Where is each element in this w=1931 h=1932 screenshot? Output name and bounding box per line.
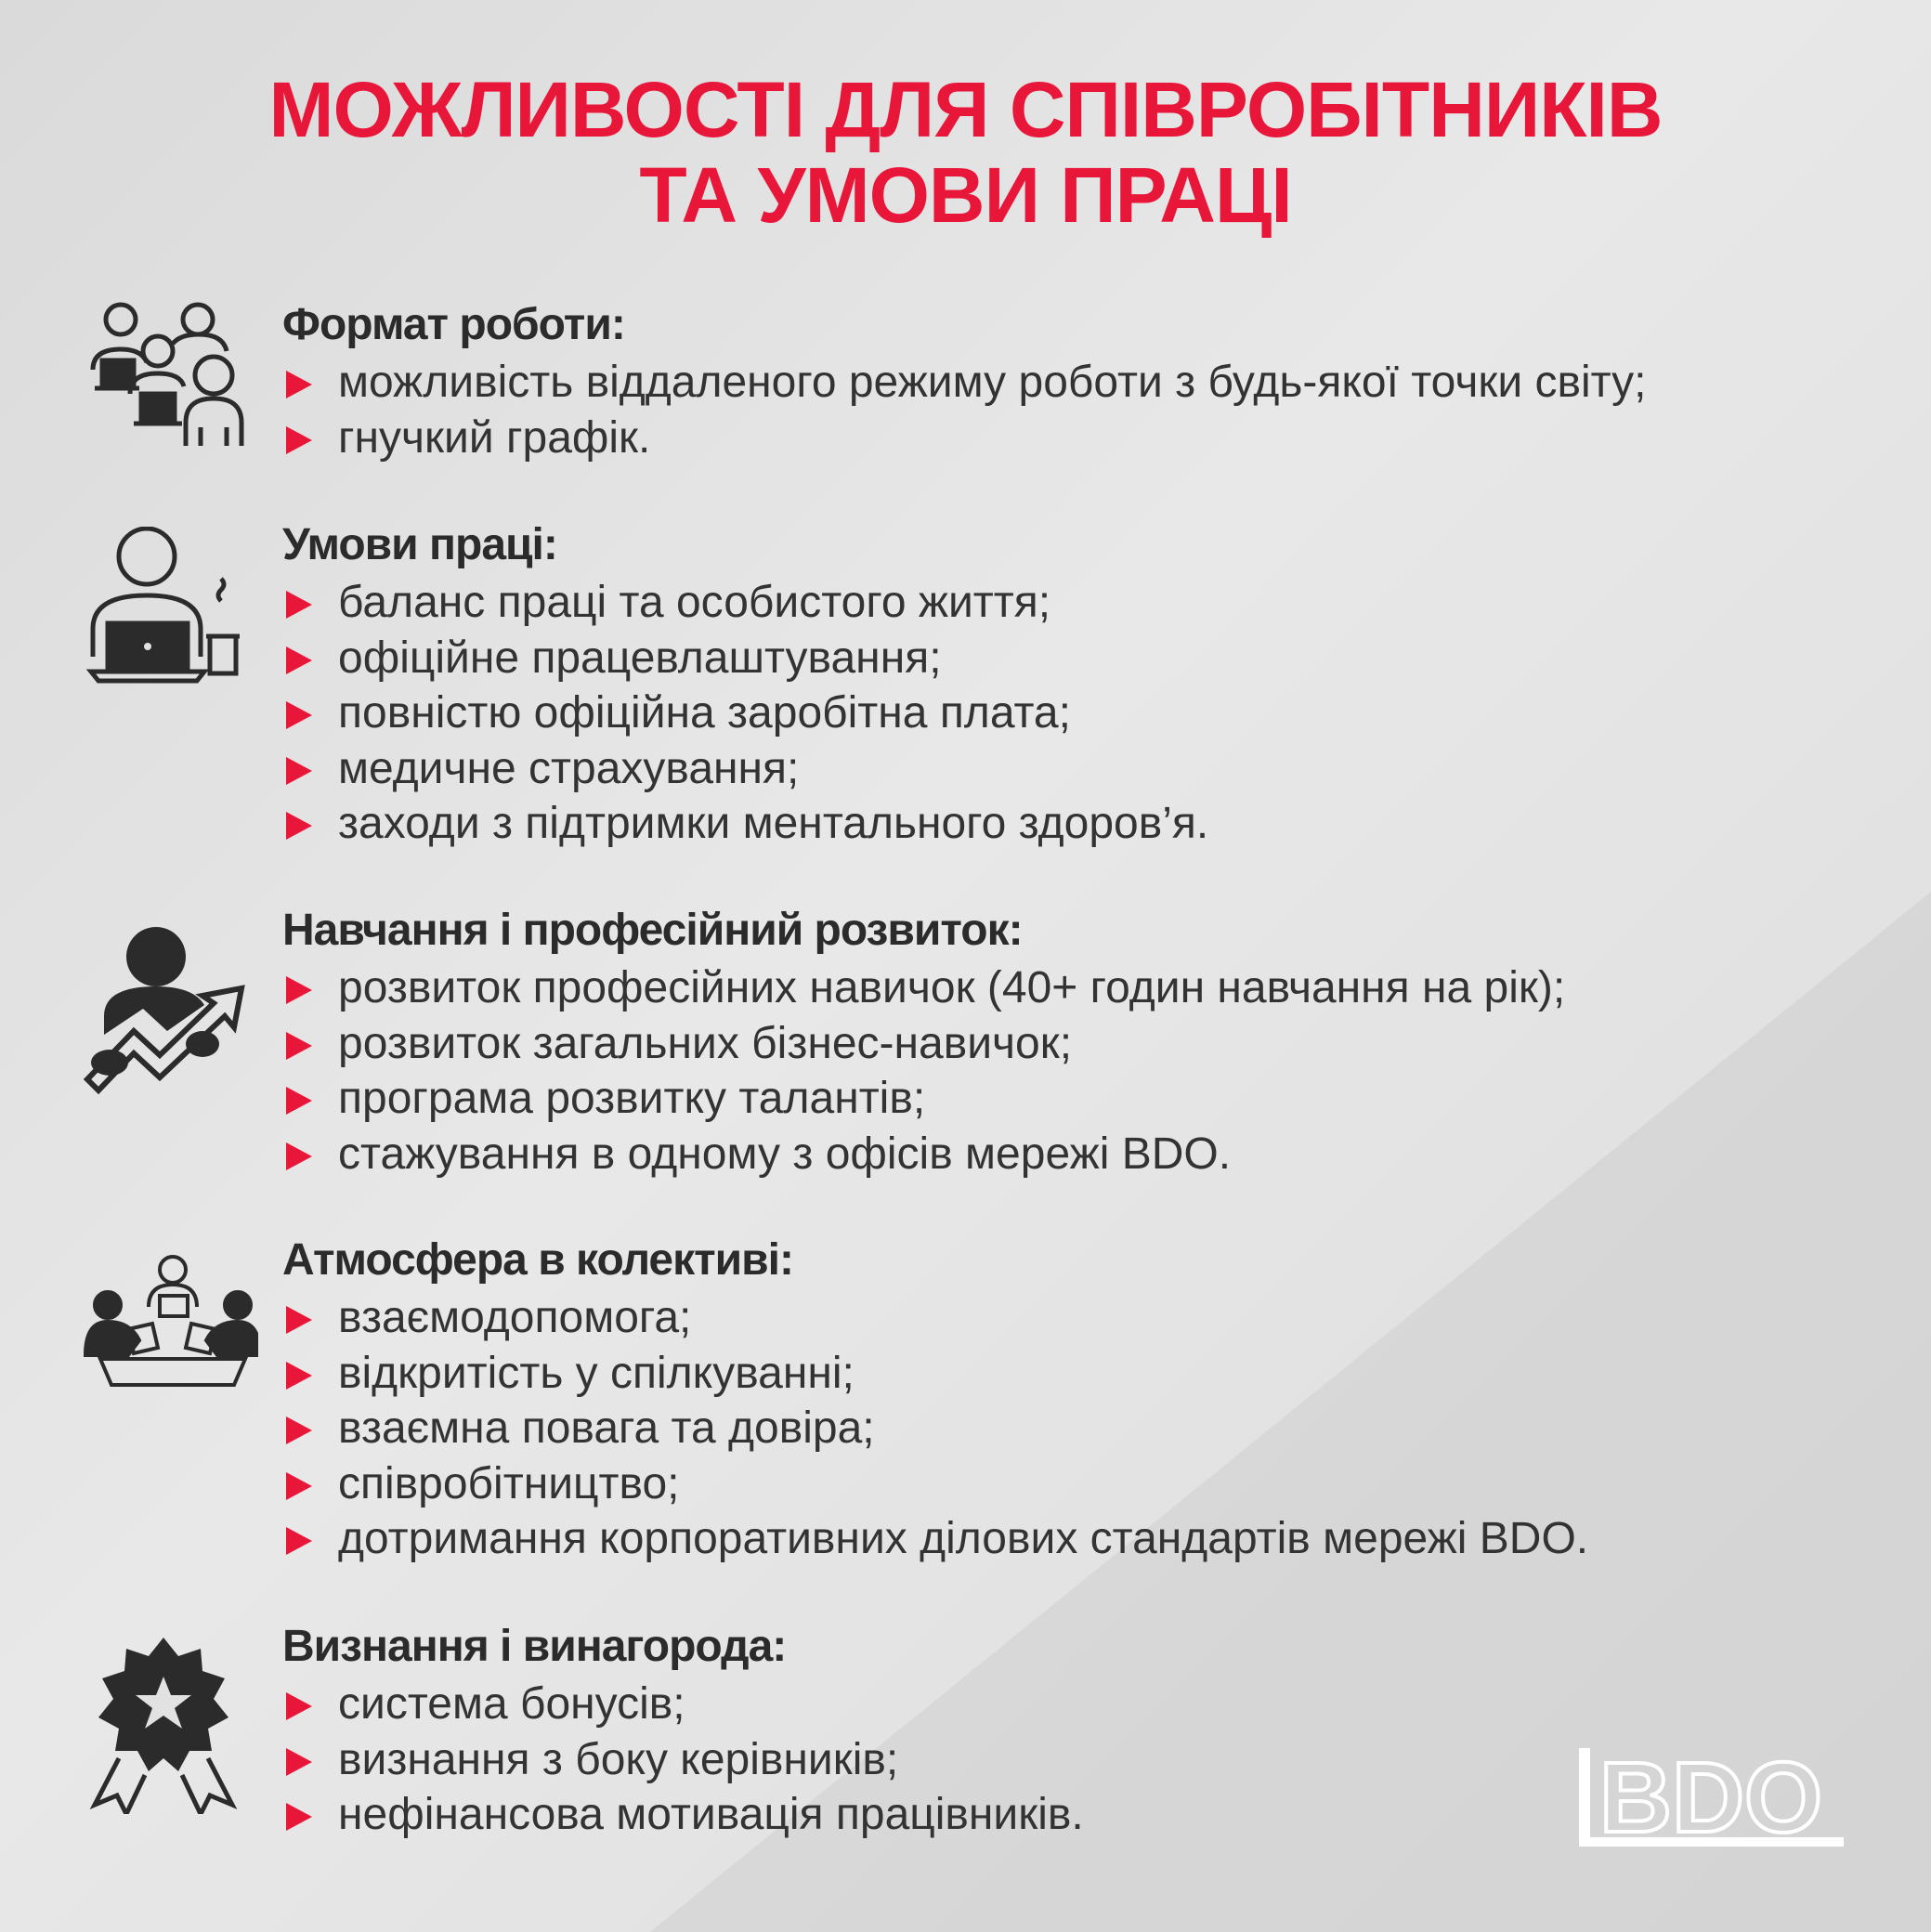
bullet-triangle-icon: [286, 1472, 312, 1500]
laptop-worker-icon: [82, 527, 258, 703]
list-item: заходи з підтримки ментального здоров’я.: [282, 796, 1208, 852]
bullet-list: [282, 355, 1647, 465]
list-item: дотримання корпоративних ділових стандартів мережі BDO.: [282, 1511, 1588, 1567]
title-line-2: ТА УМОВИ ПРАЦІ: [639, 151, 1292, 239]
list-item: розвиток професійних навичок (40+ годин навчання на рік);: [282, 960, 1565, 1016]
section-heading: Визнання і винагорода:: [282, 1622, 787, 1671]
list-item: офіційне працевлаштування;: [282, 631, 1208, 686]
list-item: стажування в одному з офісів мережі BDO.: [282, 1127, 1565, 1182]
list-item: повністю офіційна заробітна плата;: [282, 685, 1208, 741]
list-item: співробітництво;: [282, 1456, 1588, 1512]
remote-team-icon: [82, 297, 258, 474]
bullet-triangle-icon: [286, 976, 312, 1004]
bdo-logo: [1579, 1746, 1848, 1848]
list-item: нефінансова мотивація працівників.: [282, 1787, 1084, 1843]
section-heading: Формат роботи:: [282, 300, 625, 349]
bullet-triangle-icon: [286, 1306, 312, 1334]
award-badge-icon: [82, 1638, 258, 1814]
section-heading: Умови праці:: [282, 520, 557, 569]
bullet-triangle-icon: [286, 1362, 312, 1390]
list-item: визнання з боку керівників;: [282, 1732, 1084, 1788]
list-item: система бонусів;: [282, 1677, 1084, 1732]
bullet-triangle-icon: [286, 701, 312, 729]
section-heading: Атмосфера в колективі:: [282, 1235, 793, 1285]
bullet-triangle-icon: [286, 1803, 312, 1831]
bullet-list: [282, 960, 1565, 1181]
list-item: взаємодопомога;: [282, 1290, 1588, 1346]
bullet-triangle-icon: [286, 371, 312, 398]
growth-person-icon: [82, 923, 258, 1100]
bullet-list: [282, 1290, 1588, 1567]
bullet-triangle-icon: [286, 1032, 312, 1060]
list-item: баланс праці та особистого життя;: [282, 575, 1208, 631]
list-item: гнучкий графік.: [282, 411, 1647, 466]
bullet-triangle-icon: [286, 1692, 312, 1720]
team-meeting-icon: [82, 1251, 258, 1428]
bullet-triangle-icon: [286, 1142, 312, 1170]
list-item: розвиток загальних бізнес-навичок;: [282, 1016, 1565, 1072]
bullet-triangle-icon: [286, 757, 312, 785]
list-item: відкритість у спілкуванні;: [282, 1346, 1588, 1402]
logo-text: BDO: [1599, 1746, 1822, 1848]
bullet-triangle-icon: [286, 1087, 312, 1115]
bullet-triangle-icon: [286, 591, 312, 619]
list-item: програма розвитку талантів;: [282, 1071, 1565, 1127]
section-heading: Навчання і професійний розвиток:: [282, 906, 1023, 955]
list-item: медичне страхування;: [282, 741, 1208, 797]
bullet-list: [282, 575, 1208, 852]
page-title: [0, 67, 1931, 238]
bullet-triangle-icon: [286, 426, 312, 454]
list-item: взаємна повага та довіра;: [282, 1401, 1588, 1456]
bullet-triangle-icon: [286, 812, 312, 840]
bullet-list: [282, 1677, 1084, 1843]
list-item: можливість віддаленого режиму роботи з будь-якої точки світу;: [282, 355, 1647, 411]
bullet-triangle-icon: [286, 1416, 312, 1444]
bullet-triangle-icon: [286, 1527, 312, 1555]
title-line-1: МОЖЛИВОСТІ ДЛЯ СПІВРОБІТНИКІВ: [268, 66, 1663, 153]
bullet-triangle-icon: [286, 1748, 312, 1776]
bullet-triangle-icon: [286, 646, 312, 674]
